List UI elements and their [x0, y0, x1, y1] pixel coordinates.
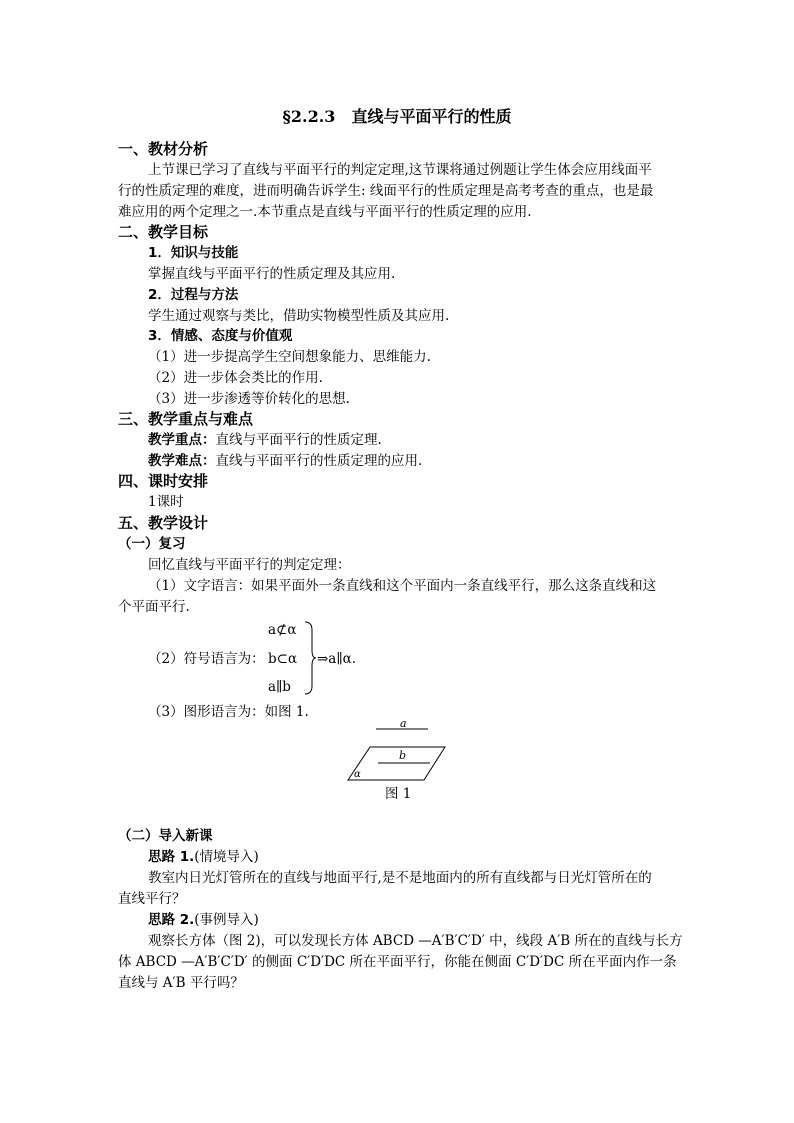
idea-1-tag: (情境导入) [194, 849, 259, 865]
section-heading-key-points: 三、教学重点与难点 [118, 410, 254, 428]
subheading-attitude: 3．情感、态度与价值观 [148, 328, 293, 344]
key-point-line [148, 430, 382, 450]
figure-1-caption: 图 1 [385, 786, 412, 802]
symbol-condition-2: b⊂α [268, 651, 298, 667]
difficulty-line [148, 451, 422, 471]
list-item: （1）进一步提高学生空间想象能力、思维能力. [148, 349, 431, 365]
subheading-knowledge: 1．知识与技能 [148, 245, 239, 261]
symbol-language-label: （2）符号语言为： [148, 651, 265, 667]
symbol-conclusion: ⇒a∥α. [317, 651, 357, 667]
paragraph-line: 学生通过观察与类比，借助实物模型性质及其应用. [148, 308, 450, 324]
paragraph-line: 行的性质定理的难度，进而明确告诉学生: 线面平行的性质定理是高考考查的重点，也是最 [118, 183, 654, 199]
section-heading-schedule: 四、课时安排 [118, 472, 209, 490]
subheading-introduction: （二）导入新课 [118, 828, 213, 844]
section-heading-design: 五、教学设计 [118, 514, 209, 532]
line-a-label: a [400, 717, 407, 730]
paragraph-line: 观察长方体（图 2)，可以发现长方体 ABCD —A′B′C′D′ 中，线段 A′B 所在的直线与长方 [148, 933, 683, 949]
paragraph-line: （1）文字语言：如果平面外一条直线和这个平面内一条直线平行，那么这条直线和这 [148, 578, 657, 594]
list-item: （2）进一步体会类比的作用. [148, 370, 323, 386]
idea-2-label: 思路 2. [148, 912, 195, 928]
paragraph-line: 直线与 A′B 平行吗？ [118, 975, 244, 991]
list-item: （3）进一步渗透等价转化的思想. [148, 391, 350, 407]
idea-2-line [148, 910, 259, 930]
difficulty-text: 直线与平面平行的性质定理的应用. [215, 453, 423, 469]
paragraph-line: 1课时 [148, 494, 184, 510]
paragraph-line: 掌握直线与平面平行的性质定理及其应用. [148, 266, 396, 282]
difficulty-label: 教学难点： [148, 453, 216, 469]
section-heading-analysis: 一、教材分析 [118, 140, 209, 158]
line-b-label: b [399, 749, 407, 762]
paragraph-line: 上节课已学习了直线与平面平行的判定定理,这节课将通过例题让学生体会应用线面平 [148, 162, 652, 178]
paragraph-line: 个平面平行. [118, 599, 190, 615]
idea-1-line [148, 847, 259, 867]
paragraph-line: 体 ABCD —A′B′C′D′ 的侧面 C′D′DC 所在平面平行，你能在侧面 C′D′DC 所在平面内作一条 [118, 954, 677, 970]
subheading-review: （一）复习 [118, 536, 186, 552]
key-point-text: 直线与平面平行的性质定理. [215, 432, 382, 448]
idea-1-label: 思路 1. [148, 849, 195, 865]
paragraph-line: 教室内日光灯管所在的直线与地面平行,是不是地面内的所有直线都与日光灯管所在的 [148, 870, 652, 886]
paragraph-line: 难应用的两个定理之一.本节重点是直线与平面平行的性质定理的应用. [118, 204, 532, 220]
right-brace-icon [303, 620, 317, 696]
page-title: §2.2.3 直线与平面平行的性质 [282, 107, 512, 126]
section-heading-objectives: 二、教学目标 [118, 223, 209, 241]
figure-language-label: （3）图形语言为：如图 1. [148, 704, 309, 720]
plane-alpha-label: α [354, 769, 361, 780]
symbol-condition-3: a∥b [268, 679, 291, 695]
paragraph-line: 直线平行？ [118, 891, 186, 907]
paragraph-line: 回忆直线与平面平行的判定定理： [148, 557, 351, 573]
idea-2-tag: (事例导入) [194, 912, 259, 928]
key-point-label: 教学重点： [148, 432, 216, 448]
symbol-condition-1: a⊄α [268, 622, 297, 638]
subheading-process: 2．过程与方法 [148, 287, 239, 303]
